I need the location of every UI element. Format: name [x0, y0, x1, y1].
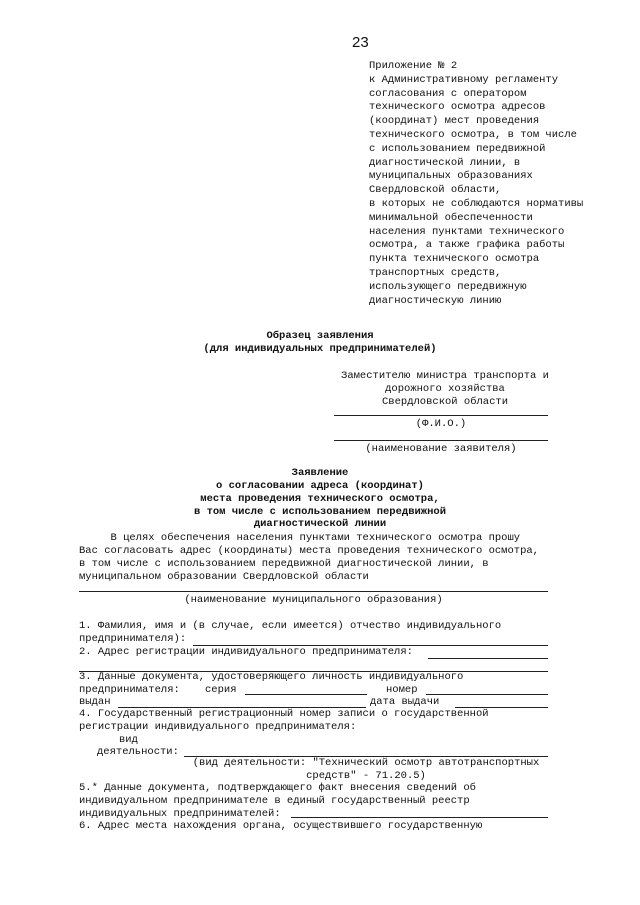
field4-line1: 4. Государственный регистрационный номер записи о государственной: [79, 708, 489, 720]
body-para-line2: Вас согласовать адрес (координаты) места проведения технического осмотра,: [79, 545, 539, 557]
appendix-line: диагностической линии, в: [369, 156, 521, 169]
field4-vid-label: вид: [119, 734, 138, 746]
field3-prefix: предпринимателя:: [79, 684, 180, 696]
applicant-label: (наименование заявителя): [365, 443, 517, 455]
statement-title-line2: о согласовании адреса (координат): [216, 480, 424, 492]
appendix-line: Свердловской области,: [369, 184, 502, 197]
field2-label: 2. Адрес регистрации индивидуального предпринимателя:: [79, 646, 413, 658]
field5-line2: индивидуальном предпринимателе в единый государственный реестр: [79, 795, 470, 807]
field3-issued-label: выдан: [79, 696, 111, 708]
field3-series-input[interactable]: [245, 694, 367, 695]
field3-number-label: номер: [386, 684, 418, 696]
addressee-line1: Заместителю министра транспорта и: [341, 370, 549, 382]
appendix-line: минимальной обеспеченности: [369, 211, 533, 224]
appendix-line: Приложение № 2: [369, 60, 458, 72]
fio-input-line[interactable]: [334, 415, 548, 416]
body-para-line3: в том числе с использованием передвижной диагностической линии, в: [79, 558, 489, 570]
appendix-line: использующего передвижную: [369, 280, 527, 293]
appendix-line: населения пунктами технического: [369, 225, 565, 238]
statement-title-line4: в том числе с использованием передвижной: [193, 506, 447, 518]
appendix-line: с использованием передвижной: [369, 142, 546, 155]
municipality-input-line[interactable]: [79, 591, 548, 592]
sample-title-line1: Образец заявления: [266, 330, 374, 342]
field2-input-line[interactable]: [428, 658, 548, 659]
addressee-line2: дорожного хозяйства: [385, 383, 505, 395]
appendix-line: транспортных средств,: [369, 266, 502, 279]
appendix-line: диагностическую линию: [369, 294, 502, 307]
municipality-label: (наименование муниципального образования): [184, 594, 443, 606]
field3-line1: 3. Данные документа, удостоверяющего личность индивидуального: [79, 671, 464, 683]
field5-input-line[interactable]: [291, 817, 548, 818]
statement-title-line5: диагностической линии: [253, 518, 387, 530]
field6-line1: 6. Адрес места нахождения органа, осуществившего государственную: [79, 820, 483, 832]
appendix-line: в которых не соблюдаются нормативы: [369, 197, 584, 210]
field4-line2: регистрации индивидуального предпринимателя:: [79, 721, 357, 733]
field5-line1: 5.* Данные документа, подтверждающего факт внесения сведений об: [79, 782, 476, 794]
field5-line3: индивидуальных предпринимателей:: [79, 808, 281, 820]
applicant-input-line[interactable]: [334, 440, 548, 441]
field1-label: предпринимателя):: [79, 633, 187, 645]
appendix-line: муниципальных образованиях: [369, 170, 533, 183]
appendix-block: [369, 60, 583, 308]
field1-line1: 1. Фамилия, имя и (в случае, если имеется) отчество индивидуального: [79, 620, 502, 632]
appendix-line: пункта технического осмотра: [369, 253, 540, 266]
appendix-line: технического осмотра адресов: [369, 101, 546, 114]
body-para-line4: муниципальном образовании Свердловской области: [79, 571, 369, 583]
activity-hint-line2: средств" - 71.20.5): [306, 770, 426, 782]
appendix-line: (координат) мест проведения: [369, 115, 540, 128]
appendix-line: технического осмотра, в том числе: [369, 128, 577, 141]
body-para-line1: В целях обеспечения населения пунктами технического осмотра прошу: [79, 532, 521, 544]
field3-date-label: дата выдачи: [370, 696, 440, 708]
sample-title-line2: (для индивидуальных предпринимателей): [203, 343, 437, 355]
appendix-line: согласования с оператором: [369, 87, 527, 100]
appendix-line: осмотра, а также графика работы: [369, 239, 565, 252]
activity-hint-line1: (вид деятельности: "Технический осмотр автотранспортных: [192, 757, 540, 769]
fio-label: (Ф.И.О.): [415, 418, 467, 430]
page-number: 23: [352, 34, 369, 51]
statement-title-line3: места проведения технического осмотра,: [200, 493, 440, 505]
appendix-line: к Административному регламенту: [369, 73, 559, 86]
field3-number-input[interactable]: [426, 694, 548, 695]
addressee-line3: Свердловской области: [381, 396, 509, 408]
field3-series-label: серия: [205, 684, 237, 696]
statement-title-line1: Заявление: [291, 467, 349, 479]
field4-activity-label: деятельности:: [97, 746, 179, 758]
